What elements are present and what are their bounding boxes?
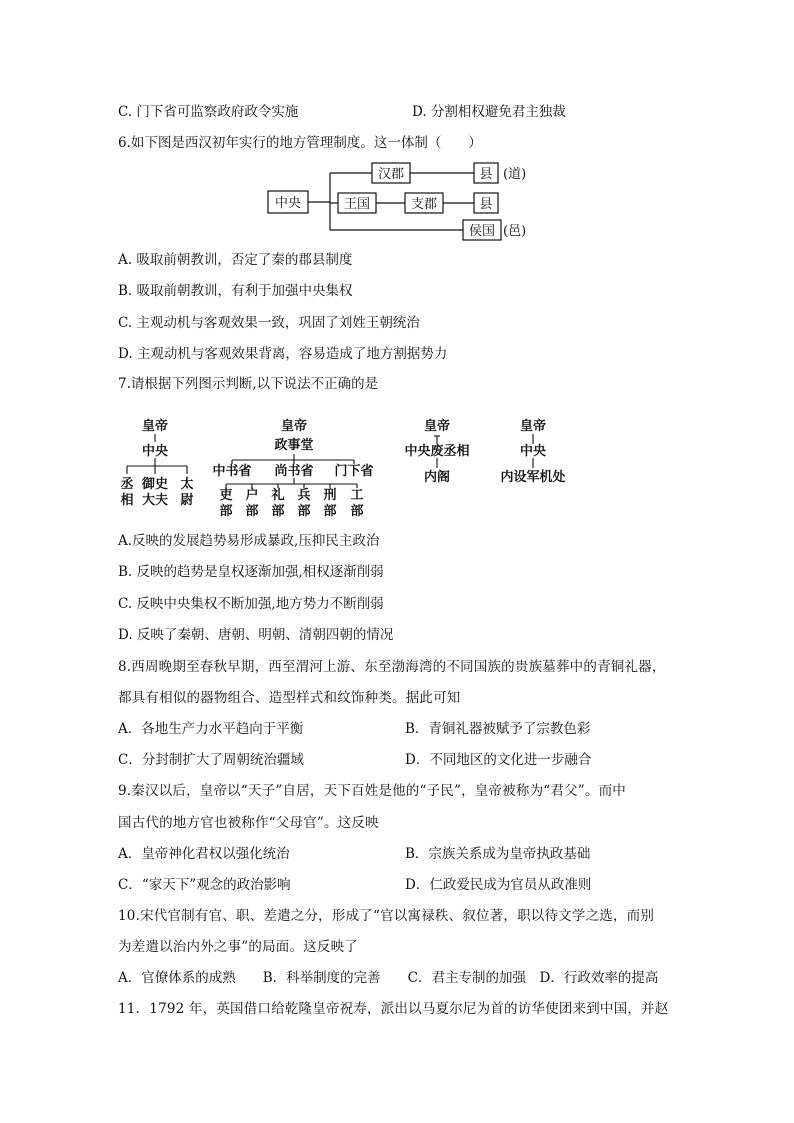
- q9-option-a: A．皇帝神化君权以强化统治: [118, 846, 290, 862]
- q6-option-c: C. 主观动机与客观效果一致，巩固了刘姓王朝统治: [118, 315, 420, 331]
- q9-option-b: B．宗族关系成为皇帝执政基础: [405, 846, 591, 862]
- q7-d2-b5b: 部: [323, 504, 337, 519]
- q7-d1-c1b: 相: [120, 493, 134, 508]
- q7-d1-c3b: 尉: [180, 493, 194, 508]
- q7-d4-emperor: 皇帝: [519, 419, 547, 434]
- q6-label-houguo: 侯国: [468, 224, 496, 239]
- q10-options: A．官僚体系的成熟 B．科举制度的完善 C．君主专制的加强 D．行政效率的提高: [118, 970, 659, 986]
- q7-d1-c3a: 太: [180, 477, 194, 492]
- q6-label-xian1: 县: [479, 167, 493, 182]
- q8-option-c: C．分封制扩大了周朝统治疆域: [118, 752, 304, 768]
- q8-option-d: D．不同地区的文化进一步融合: [405, 752, 592, 768]
- q7-d2-emperor: 皇帝: [280, 419, 308, 434]
- q6-label-center: 中央: [274, 196, 302, 211]
- q7-d1-c1a: 丞: [120, 477, 134, 492]
- q7-stem: 7.请根据下列图示判断,以下说法不正确的是: [118, 376, 379, 392]
- q6-label-dao: (道): [503, 167, 527, 182]
- q9-stem-line1: 9.秦汉以后，皇帝以“天子”自居，天下百姓是他的“子民”，皇帝被称为“君父”。而中: [118, 783, 626, 799]
- q7-option-b: B. 反映的趋势是皇权逐渐加强,相权逐渐削弱: [118, 564, 384, 580]
- q7-d2-b6a: 工: [350, 488, 364, 503]
- q6-option-d: D. 主观动机与客观效果背离，容易造成了地方割据势力: [118, 346, 448, 362]
- q7-d2-b1b: 部: [219, 504, 233, 519]
- q7-d1-center: 中央: [141, 444, 169, 459]
- q7-option-a: A.反映的发展趋势易形成暴政,压抑民主政治: [118, 533, 380, 549]
- q7-d1-emperor: 皇帝: [141, 419, 169, 434]
- q7-d1-c2b: 大夫: [141, 493, 169, 508]
- q7-option-c: C. 反映中央集权不断加强,地方势力不断削弱: [118, 596, 384, 612]
- q6-label-zhijun: 支郡: [410, 197, 438, 212]
- q8-option-b: B．青铜礼器被赋予了宗教色彩: [405, 721, 591, 737]
- q5-option-d: D. 分割相权避免君主独裁: [412, 104, 566, 120]
- q7-option-d: D. 反映了秦朝、唐朝、明朝、清朝四朝的情况: [118, 627, 394, 643]
- q7-d2-b4b: 部: [297, 504, 311, 519]
- q10-stem-line2: 为差遣以治内外之事”的局面。这反映了: [118, 939, 359, 955]
- q7-d2-zhongshu: 中书省: [212, 464, 252, 479]
- q7-d3-center: 中央废丞相: [404, 444, 470, 459]
- q7-d3-neige: 内阁: [423, 470, 451, 485]
- q7-d2-shangshu: 尚书省: [274, 464, 314, 479]
- q7-d2-b3a: 礼: [271, 488, 285, 503]
- q6-diagram: [0, 158, 794, 248]
- q8-stem-line1: 8.西周晚期至春秋早期，西至渭河上游、东至渤海湾的不同国族的贵族墓葬中的青铜礼器，: [118, 659, 666, 675]
- q6-option-a: A. 吸取前朝教训，否定了秦的郡县制度: [118, 252, 353, 268]
- q7-d2-b5a: 刑: [323, 488, 337, 503]
- q6-label-xian2: 县: [479, 197, 493, 212]
- q6-stem: 6.如下图是西汉初年实行的地方管理制度。这一体制（ ）: [118, 135, 482, 151]
- q7-d2-b3b: 部: [271, 504, 285, 519]
- q7-d2-b2a: 户: [245, 488, 259, 503]
- q7-d2-zhengshitang: 政事堂: [274, 438, 314, 453]
- q7-d4-center: 中央: [519, 444, 547, 459]
- q6-option-b: B. 吸取前朝教训，有利于加强中央集权: [118, 283, 353, 299]
- q7-d2-menxia: 门下省: [334, 464, 374, 479]
- q6-label-wangguo: 王国: [343, 197, 371, 212]
- q7-d1-c2a: 御史: [141, 477, 169, 492]
- q6-label-yi: (邑): [503, 224, 527, 239]
- q7-d4-junjichu: 内设军机处: [500, 470, 566, 485]
- q9-stem-line2: 国古代的地方官也被称作“父母官”。这反映: [118, 815, 379, 831]
- q7-d2-b6b: 部: [350, 504, 364, 519]
- q7-d2-b1a: 吏: [219, 488, 233, 503]
- q7-d2-b4a: 兵: [297, 488, 311, 503]
- q5-option-c: C. 门下省可监察政府政令实施: [118, 104, 299, 120]
- q9-option-c: C．“家天下”观念的政治影响: [118, 877, 291, 893]
- q7-d3-emperor: 皇帝: [423, 419, 451, 434]
- q9-option-d: D．仁政爱民成为官员从政准则: [405, 877, 592, 893]
- q6-label-hanjun: 汉郡: [377, 167, 405, 182]
- q8-stem-line2: 都具有相似的器物组合、造型样式和纹饰种类。据此可知: [118, 690, 461, 706]
- q8-option-a: A．各地生产力水平趋向于平衡: [118, 721, 304, 737]
- q10-stem-line1: 10.宋代官制有官、职、差遣之分，形成了“官以寓禄秩、叙位著，职以待文学之选，而别: [118, 908, 655, 924]
- q11-stem-line1: 11．1792 年，英国借口给乾隆皇帝祝寿，派出以马夏尔尼为首的访华使团来到中国，并赵: [118, 1001, 669, 1017]
- q7-d2-b2b: 部: [245, 504, 259, 519]
- q7-diagrams: [0, 412, 794, 522]
